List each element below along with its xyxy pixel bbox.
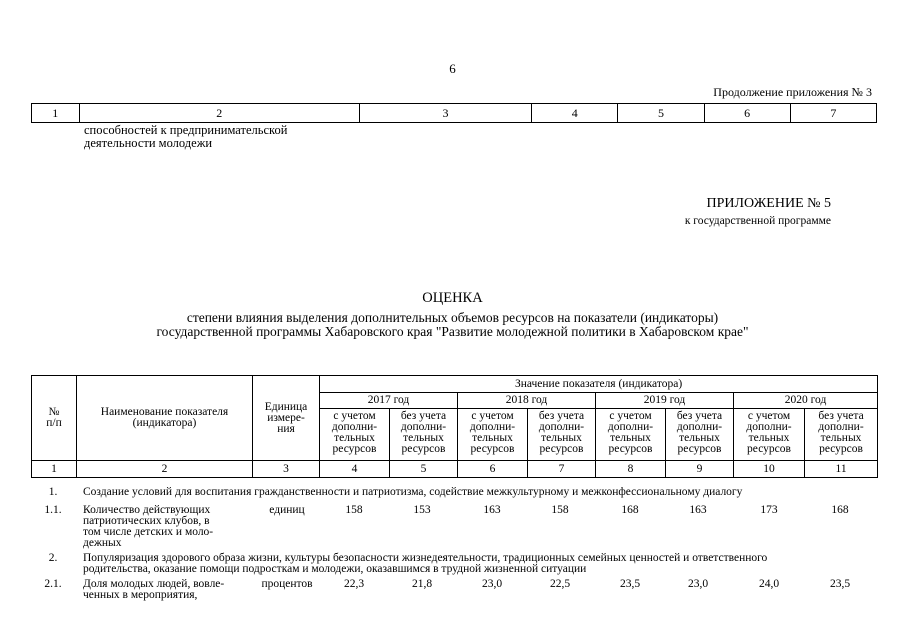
header-values-group: Значение показателя (индикатора) — [320, 376, 878, 393]
appendix-subtitle: к государственной программе — [684, 215, 831, 227]
header-line: тельных — [541, 432, 582, 444]
header-line: дополни- — [538, 421, 585, 433]
row-text-line: том числе детских и моло- — [83, 526, 214, 538]
carry-line: деятельности молодежи — [84, 136, 213, 150]
document-subtitle — [0, 311, 905, 339]
header-line: с учетом — [471, 410, 514, 422]
row-text-line: родительства, оказание помощи подросткам и молодежи, оказавшимся в трудной жизненной ситуации — [83, 563, 587, 575]
header-line: дополни- — [676, 421, 723, 433]
header-index-row — [32, 461, 878, 478]
header-line: с учетом — [747, 410, 791, 422]
index-cell: 8 — [596, 461, 666, 478]
header-line: тельных — [820, 432, 862, 444]
index-cell: 4 — [320, 461, 390, 478]
document-title: ОЦЕНКА — [422, 290, 483, 306]
header-line: без учета — [676, 410, 723, 422]
header-num — [32, 376, 77, 461]
header-line: ния — [277, 422, 295, 435]
header-line: ресурсов — [401, 443, 446, 455]
index-cell: 5 — [390, 461, 458, 478]
subtitle-line: степени влияния выделения дополнительных объемов ресурсов на показатели (индикаторы) — [186, 310, 719, 325]
header-with-resources — [596, 409, 666, 461]
prev-col-4: 4 — [532, 104, 618, 123]
header-line: ресурсов — [608, 443, 653, 455]
row-text-line: патриотических клубов, в — [83, 515, 210, 527]
value-cell: 168 — [831, 504, 849, 516]
indicator-table-header — [31, 375, 878, 478]
header-line: дополни- — [746, 421, 792, 433]
row-text-line: Количество действующих — [83, 504, 211, 516]
header-line: ресурсов — [819, 443, 863, 455]
header-line: без учета — [818, 410, 864, 422]
header-without-resources — [805, 409, 878, 461]
prev-col-6: 6 — [704, 104, 790, 123]
value-cell: 24,0 — [758, 578, 780, 590]
header-line: п/п — [46, 417, 62, 429]
index-cell: 3 — [253, 461, 320, 478]
header-line: (индикатора) — [132, 417, 197, 429]
header-line: тельных — [610, 432, 651, 444]
prev-col-3: 3 — [359, 104, 531, 123]
header-line: дополни- — [331, 421, 378, 433]
row-unit: процентов — [261, 578, 313, 590]
header-without-resources — [390, 409, 458, 461]
header-line: ресурсов — [677, 443, 722, 455]
header-unit — [253, 376, 320, 461]
header-name — [77, 376, 253, 461]
value-cell: 23,5 — [619, 578, 641, 590]
header-line: Единица — [264, 400, 308, 413]
header-line: дополни- — [607, 421, 654, 433]
appendix-heading — [685, 196, 831, 227]
header-line: дополни- — [818, 421, 864, 433]
header-year-2018: 2018 год — [458, 393, 596, 409]
header-line: тельных — [748, 432, 790, 444]
row-text-line: Доля молодых людей, вовле- — [83, 578, 225, 590]
row-text-line: Популяризация здорового образа жизни, культуры безопасности жизнедеятельности, традиционных семейных ценностей и ответственного — [83, 552, 768, 564]
header-line: ресурсов — [539, 443, 584, 455]
value-cell: 23,0 — [687, 578, 709, 590]
value-cell: 153 — [413, 504, 431, 516]
value-cell: 23,0 — [481, 578, 503, 590]
header-without-resources — [528, 409, 596, 461]
appendix-title: ПРИЛОЖЕНИЕ № 5 — [706, 196, 831, 211]
prev-col-5: 5 — [618, 104, 704, 123]
header-line: № — [48, 406, 60, 418]
header-line: без учета — [400, 410, 447, 422]
index-cell: 1 — [32, 461, 77, 478]
index-cell: 2 — [77, 461, 253, 478]
continuation-label: Продолжение приложения № 3 — [713, 85, 872, 99]
row-text-line: ченных в мероприятия, — [83, 589, 198, 601]
value-cell: 168 — [621, 504, 639, 516]
carry-line: способностей к предпринимательской — [84, 123, 288, 137]
header-line: тельных — [679, 432, 720, 444]
header-line: ресурсов — [747, 443, 791, 455]
row-number: 2. — [48, 552, 58, 564]
row-text — [83, 505, 213, 549]
value-cell: 21,8 — [411, 578, 433, 590]
prev-col-1: 1 — [32, 104, 80, 123]
header-line: тельных — [403, 432, 444, 444]
header-with-resources — [320, 409, 390, 461]
row-text — [83, 579, 224, 601]
header-line: с учетом — [609, 410, 652, 422]
header-line: без учета — [538, 410, 585, 422]
header-with-resources — [734, 409, 805, 461]
row-text — [83, 553, 767, 575]
header-line: дополни- — [400, 421, 447, 433]
row-text: Создание условий для воспитания гражданственности и патриотизма, содействие межкультурному и межконфессиональному диалогу — [83, 486, 743, 498]
subtitle-line: государственной программы Хабаровского края "Развитие молодежной политики в Хабаровском крае" — [156, 324, 749, 339]
header-line: с учетом — [333, 410, 376, 422]
value-cell: 158 — [345, 504, 363, 516]
index-cell: 11 — [805, 461, 878, 478]
header-line: измере- — [267, 411, 305, 424]
header-line: ресурсов — [470, 443, 515, 455]
value-cell: 163 — [483, 504, 501, 516]
header-without-resources — [666, 409, 734, 461]
index-cell: 7 — [528, 461, 596, 478]
row-text-line: дежных — [83, 537, 122, 549]
header-line: Наименование показателя — [100, 406, 229, 418]
value-cell: 163 — [689, 504, 707, 516]
prev-col-7: 7 — [790, 104, 876, 123]
value-cell: 23,5 — [829, 578, 851, 590]
header-line: дополни- — [469, 421, 516, 433]
row-number: 1. — [48, 486, 58, 498]
header-with-resources — [458, 409, 528, 461]
header-year-2020: 2020 год — [734, 393, 878, 409]
header-line: ресурсов — [332, 443, 377, 455]
value-cell: 158 — [551, 504, 569, 516]
index-cell: 10 — [734, 461, 805, 478]
value-cell: 22,3 — [343, 578, 365, 590]
row-number: 1.1. — [44, 504, 62, 516]
value-cell: 22,5 — [549, 578, 571, 590]
carried-over-text — [84, 124, 287, 150]
prev-col-2: 2 — [79, 104, 359, 123]
index-cell: 6 — [458, 461, 528, 478]
page-number: 6 — [449, 61, 456, 76]
header-year-2017: 2017 год — [320, 393, 458, 409]
index-cell: 9 — [666, 461, 734, 478]
header-year-2019: 2019 год — [596, 393, 734, 409]
header-line: тельных — [472, 432, 513, 444]
previous-table-header — [31, 103, 877, 123]
header-line: тельных — [334, 432, 375, 444]
row-number: 2.1. — [44, 578, 62, 590]
row-unit: единиц — [269, 504, 305, 516]
value-cell: 173 — [760, 504, 778, 516]
